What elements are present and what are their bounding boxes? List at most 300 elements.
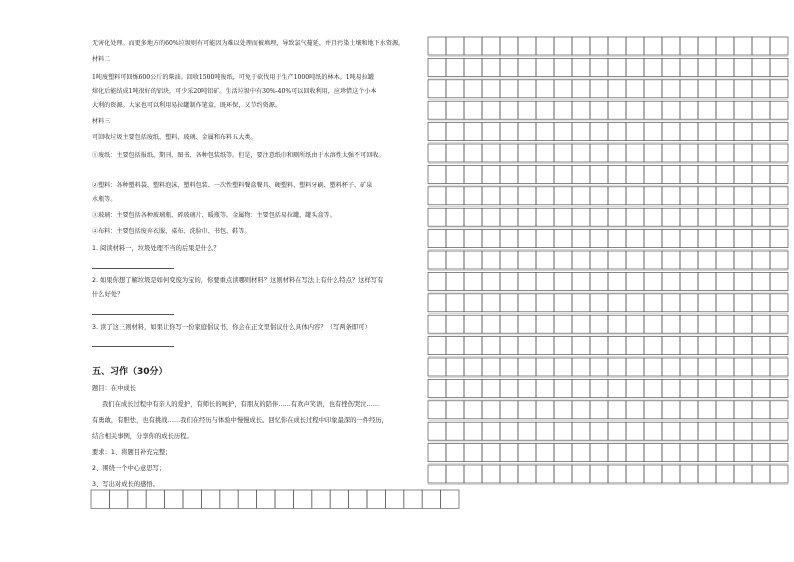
grid-cell	[446, 401, 464, 419]
grid-cell	[464, 337, 482, 355]
grid-cell	[680, 208, 698, 226]
grid-cell	[312, 490, 330, 508]
grid-cell	[428, 37, 446, 55]
grid-cell	[554, 101, 572, 119]
grid-cell	[500, 144, 518, 162]
grid-cell	[572, 58, 590, 76]
grid-cell	[626, 401, 644, 419]
grid-cell	[464, 101, 482, 119]
grid-cell	[572, 144, 590, 162]
grid-cell	[662, 294, 680, 312]
grid-cell	[518, 58, 536, 76]
grid-cell	[662, 379, 680, 397]
grid-cell	[626, 208, 644, 226]
grid-cell	[752, 208, 770, 226]
grid-cell	[698, 80, 716, 98]
grid-cell	[752, 272, 770, 290]
grid-cell	[572, 379, 590, 397]
requirement: 2、围绕一个中心意思写；	[92, 465, 166, 472]
grid-cell	[680, 37, 698, 55]
grid-cell	[572, 358, 590, 376]
grid-cell	[536, 230, 554, 248]
grid-cell	[536, 165, 554, 183]
grid-cell	[752, 337, 770, 355]
grid-cell	[428, 337, 446, 355]
grid-cell	[590, 358, 608, 376]
grid-cell	[626, 272, 644, 290]
grid-cell	[770, 465, 788, 483]
grid-cell	[554, 401, 572, 419]
grid-cell	[572, 315, 590, 333]
grid-cell	[518, 208, 536, 226]
grid-cell	[446, 101, 464, 119]
grid-cell	[554, 144, 572, 162]
material-3-title: 材料三	[92, 118, 111, 125]
grid-cell	[770, 422, 788, 440]
grid-cell	[698, 337, 716, 355]
question-2-cont: 什么好处？	[92, 291, 124, 298]
grid-cell	[572, 444, 590, 462]
grid-cell	[608, 144, 626, 162]
grid-cell	[698, 272, 716, 290]
grid-cell	[698, 251, 716, 269]
grid-cell	[428, 379, 446, 397]
grid-cell	[572, 80, 590, 98]
grid-cell	[590, 187, 608, 205]
grid-cell	[464, 465, 482, 483]
grid-cell	[446, 80, 464, 98]
grid-cell	[716, 272, 734, 290]
grid-cell	[590, 465, 608, 483]
grid-cell	[482, 294, 500, 312]
grid-cell	[752, 144, 770, 162]
grid-cell	[770, 80, 788, 98]
grid-cell	[734, 58, 752, 76]
grid-cell	[608, 358, 626, 376]
grid-cell	[752, 422, 770, 440]
grid-cell	[608, 379, 626, 397]
grid-cell	[734, 123, 752, 141]
grid-cell	[590, 208, 608, 226]
grid-cell	[752, 58, 770, 76]
grid-cell	[734, 465, 752, 483]
grid-cell	[446, 379, 464, 397]
grid-cell	[536, 251, 554, 269]
grid-cell	[428, 315, 446, 333]
grid-cell	[734, 294, 752, 312]
grid-cell	[770, 294, 788, 312]
grid-cell	[464, 422, 482, 440]
grid-cell	[109, 490, 127, 508]
grid-cell	[446, 123, 464, 141]
grid-cell	[482, 337, 500, 355]
grid-cell	[464, 294, 482, 312]
grid-cell	[608, 272, 626, 290]
grid-cell	[518, 123, 536, 141]
grid-cell	[482, 422, 500, 440]
grid-cell	[446, 144, 464, 162]
grid-cell	[464, 401, 482, 419]
grid-cell	[644, 337, 662, 355]
answer-line[interactable]	[92, 346, 174, 347]
grid-cell	[680, 123, 698, 141]
grid-cell	[500, 101, 518, 119]
grid-cell	[752, 80, 770, 98]
grid-cell	[698, 101, 716, 119]
grid-cell	[626, 294, 644, 312]
grid-cell	[590, 37, 608, 55]
grid-cell	[482, 251, 500, 269]
grid-cell	[662, 337, 680, 355]
grid-cell	[518, 422, 536, 440]
grid-cell	[716, 165, 734, 183]
grid-cell	[644, 58, 662, 76]
text-line: ③玻璃：主要包括各种玻璃瓶、碎玻璃片、暖瓶等。金属物：主要包括易拉罐、罐头盒等。	[92, 212, 336, 219]
grid-cell	[446, 208, 464, 226]
grid-cell	[680, 358, 698, 376]
text-line: 无害化处理。而更多地方的60%垃圾则有可能因为难以处理而被填埋，导致氯气蔓延，并且污染土壤和地下水资源。	[92, 40, 405, 47]
grid-cell	[644, 401, 662, 419]
grid-cell	[770, 230, 788, 248]
grid-cell	[662, 80, 680, 98]
grid-cell	[590, 422, 608, 440]
grid-cell	[626, 37, 644, 55]
grid-cell	[716, 315, 734, 333]
grid-cell	[554, 444, 572, 462]
grid-cell	[770, 187, 788, 205]
grid-cell	[464, 379, 482, 397]
grid-cell	[644, 251, 662, 269]
grid-cell	[482, 230, 500, 248]
grid-cell	[662, 37, 680, 55]
grid-cell	[770, 379, 788, 397]
grid-cell	[734, 208, 752, 226]
grid-cell	[572, 465, 590, 483]
grid-cell	[500, 187, 518, 205]
grid-cell	[716, 187, 734, 205]
grid-cell	[662, 251, 680, 269]
grid-cell	[482, 123, 500, 141]
grid-cell	[680, 230, 698, 248]
grid-cell	[220, 490, 238, 508]
writing-grid-right[interactable]	[427, 36, 793, 496]
grid-cell	[608, 123, 626, 141]
grid-cell	[698, 422, 716, 440]
grid-cell	[752, 444, 770, 462]
text-line: 1吨废塑料可回炼600公斤的柴油。回收1500吨废纸，可免于砍伐用于生产1000吨纸的林木。1吨易拉罐	[92, 74, 374, 81]
grid-cell	[482, 80, 500, 98]
grid-cell	[572, 187, 590, 205]
grid-cell	[662, 358, 680, 376]
grid-cell	[590, 80, 608, 98]
grid-cell	[330, 490, 348, 508]
grid-cell	[770, 58, 788, 76]
grid-cell	[500, 251, 518, 269]
grid-cell	[644, 144, 662, 162]
grid-cell	[752, 123, 770, 141]
grid-cell	[644, 422, 662, 440]
grid-cell	[680, 315, 698, 333]
grid-cell	[716, 208, 734, 226]
grid-cell	[464, 80, 482, 98]
grid-cell	[644, 379, 662, 397]
grid-cell	[536, 123, 554, 141]
grid-cell	[752, 101, 770, 119]
grid-cell	[590, 294, 608, 312]
grid-cell	[464, 358, 482, 376]
grid-cell	[446, 465, 464, 483]
grid-cell	[446, 58, 464, 76]
grid-cell	[428, 144, 446, 162]
grid-cell	[734, 37, 752, 55]
grid-cell	[698, 144, 716, 162]
grid-cell	[644, 101, 662, 119]
grid-cell	[626, 80, 644, 98]
grid-cell	[734, 187, 752, 205]
grid-cell	[716, 465, 734, 483]
grid-cell	[518, 337, 536, 355]
grid-cell	[554, 315, 572, 333]
grid-cell	[518, 144, 536, 162]
grid-cell	[536, 401, 554, 419]
grid-cell	[734, 230, 752, 248]
grid-cell	[518, 251, 536, 269]
grid-cell	[518, 101, 536, 119]
question-3: 3. 读了这三则材料，如果让你写一份家庭倡议书，你会在正文里倡议什么具体内容？（写两条即可）	[92, 324, 371, 331]
grid-cell	[536, 187, 554, 205]
grid-cell	[554, 294, 572, 312]
grid-cell	[572, 294, 590, 312]
grid-cell	[626, 315, 644, 333]
grid-cell	[680, 165, 698, 183]
grid-cell	[716, 58, 734, 76]
grid-cell	[752, 358, 770, 376]
grid-cell	[238, 490, 256, 508]
grid-cell	[500, 401, 518, 419]
grid-cell	[734, 144, 752, 162]
text-line: 可回收垃圾主要包括废纸、塑料、玻璃、金属和布料五大类。	[92, 134, 257, 141]
grid-cell	[428, 123, 446, 141]
grid-cell	[662, 123, 680, 141]
grid-cell	[482, 444, 500, 462]
writing-grid-bottom[interactable]	[90, 489, 462, 519]
grid-cell	[500, 37, 518, 55]
grid-cell	[554, 80, 572, 98]
grid-cell	[662, 272, 680, 290]
grid-cell	[441, 490, 459, 508]
section-title: 五、习作（30分）	[92, 367, 168, 377]
grid-cell	[698, 315, 716, 333]
grid-cell	[608, 251, 626, 269]
grid-cell	[590, 165, 608, 183]
grid-cell	[446, 251, 464, 269]
grid-cell	[770, 37, 788, 55]
grid-cell	[590, 379, 608, 397]
grid-cell	[716, 80, 734, 98]
grid-cell	[572, 272, 590, 290]
grid-cell	[680, 144, 698, 162]
grid-cell	[770, 208, 788, 226]
grid-cell	[536, 444, 554, 462]
grid-cell	[146, 490, 164, 508]
text-line: 大利的资源。大家也可以利用易拉罐制作笔盒，既环保，又节约资源。	[92, 102, 281, 109]
grid-cell	[662, 144, 680, 162]
grid-cell	[554, 187, 572, 205]
grid-cell	[698, 379, 716, 397]
grid-cell	[518, 465, 536, 483]
grid-cell	[428, 80, 446, 98]
grid-cell	[482, 37, 500, 55]
grid-cell	[698, 58, 716, 76]
grid-cell	[590, 337, 608, 355]
grid-cell	[734, 358, 752, 376]
grid-cell	[446, 272, 464, 290]
grid-cell	[608, 101, 626, 119]
grid-cell	[716, 444, 734, 462]
grid-cell	[752, 251, 770, 269]
text-line: ①废纸：主要包括报纸、期刊、图书、各种包装纸等。但是，要注意纸巾和厕所纸由于水溶性太强不可回收。	[92, 152, 385, 159]
grid-cell	[608, 37, 626, 55]
grid-cell	[518, 358, 536, 376]
grid-cell	[482, 208, 500, 226]
grid-cell	[500, 80, 518, 98]
grid-cell	[608, 401, 626, 419]
grid-cell	[734, 379, 752, 397]
grid-cell	[662, 208, 680, 226]
grid-cell	[518, 272, 536, 290]
grid-cell	[698, 208, 716, 226]
grid-cell	[428, 465, 446, 483]
grid-cell	[482, 401, 500, 419]
requirement: 3、写出对成长的感悟。	[92, 481, 159, 488]
grid-cell	[590, 444, 608, 462]
grid-cell	[554, 251, 572, 269]
grid-cell	[554, 230, 572, 248]
answer-line[interactable]	[92, 268, 174, 269]
grid-cell	[698, 230, 716, 248]
grid-cell	[464, 187, 482, 205]
grid-cell	[536, 101, 554, 119]
grid-cell	[464, 230, 482, 248]
question-2: 2. 如果你想了解垃圾是如何变废为宝的，你要重点读哪则材料？这则材料在写法上有什么特点？这样写有	[92, 277, 384, 284]
grid-cell	[644, 165, 662, 183]
grid-cell	[572, 37, 590, 55]
grid-cell	[518, 37, 536, 55]
grid-cell	[662, 465, 680, 483]
grid-cell	[275, 490, 293, 508]
grid-cell	[716, 422, 734, 440]
grid-cell	[644, 294, 662, 312]
text-line: ④布料：主要包括废弃衣服、桌布、洗脸巾、书包、鞋等。	[92, 228, 251, 235]
answer-line[interactable]	[92, 314, 174, 315]
grid-cell	[716, 144, 734, 162]
grid-cell	[752, 465, 770, 483]
grid-cell	[518, 444, 536, 462]
grid-cell	[572, 251, 590, 269]
question-1: 1. 阅读材料一，垃圾处理不当的后果是什么？	[92, 245, 220, 252]
grid-cell	[590, 272, 608, 290]
grid-cell	[680, 401, 698, 419]
grid-cell	[482, 165, 500, 183]
grid-cell	[662, 401, 680, 419]
grid-cell	[554, 208, 572, 226]
grid-cell	[608, 208, 626, 226]
grid-cell	[734, 401, 752, 419]
grid-cell	[482, 272, 500, 290]
grid-cell	[404, 490, 422, 508]
grid-cell	[536, 37, 554, 55]
grid-cell	[608, 337, 626, 355]
grid-cell	[626, 230, 644, 248]
grid-cell	[734, 165, 752, 183]
grid-cell	[500, 358, 518, 376]
grid-cell	[626, 187, 644, 205]
grid-cell	[428, 230, 446, 248]
grid-cell	[680, 272, 698, 290]
grid-cell	[536, 422, 554, 440]
grid-cell	[464, 144, 482, 162]
grid-cell	[518, 315, 536, 333]
grid-cell	[716, 294, 734, 312]
grid-cell	[680, 251, 698, 269]
grid-cell	[644, 80, 662, 98]
grid-cell	[752, 230, 770, 248]
requirement: 要求：1、将题目补充完整；	[92, 449, 172, 456]
grid-cell	[554, 58, 572, 76]
grid-cell	[482, 379, 500, 397]
grid-cell	[626, 58, 644, 76]
grid-cell	[464, 208, 482, 226]
grid-cell	[752, 165, 770, 183]
grid-cell	[626, 444, 644, 462]
grid-cell	[716, 379, 734, 397]
material-2-title: 材料二	[92, 56, 111, 63]
grid-cell	[428, 422, 446, 440]
grid-cell	[482, 58, 500, 76]
grid-cell	[644, 123, 662, 141]
grid-cell	[518, 80, 536, 98]
grid-cell	[536, 144, 554, 162]
grid-cell	[572, 337, 590, 355]
grid-cell	[428, 272, 446, 290]
grid-cell	[428, 187, 446, 205]
grid-cell	[608, 187, 626, 205]
grid-cell	[626, 251, 644, 269]
grid-cell	[128, 490, 146, 508]
grid-cell	[446, 422, 464, 440]
grid-cell	[626, 123, 644, 141]
grid-cell	[446, 358, 464, 376]
grid-cell	[680, 58, 698, 76]
grid-cell	[608, 58, 626, 76]
grid-cell	[662, 187, 680, 205]
grid-cell	[734, 101, 752, 119]
grid-cell	[536, 379, 554, 397]
grid-cell	[91, 490, 109, 508]
grid-cell	[752, 187, 770, 205]
grid-cell	[716, 101, 734, 119]
grid-cell	[698, 187, 716, 205]
grid-cell	[734, 444, 752, 462]
grid-cell	[644, 272, 662, 290]
grid-cell	[500, 123, 518, 141]
grid-cell	[770, 315, 788, 333]
grid-cell	[644, 315, 662, 333]
grid-cell	[644, 187, 662, 205]
grid-cell	[572, 230, 590, 248]
grid-cell	[482, 144, 500, 162]
grid-cell	[500, 337, 518, 355]
